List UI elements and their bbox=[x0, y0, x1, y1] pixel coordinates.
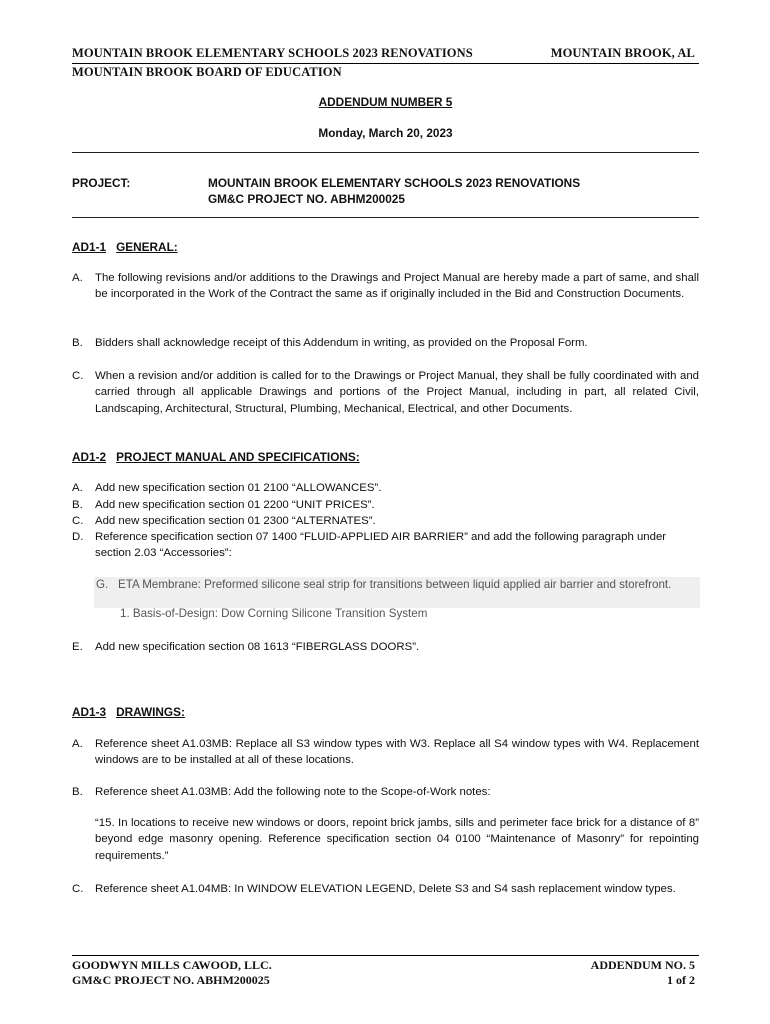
item-text: Reference sheet A1.04MB: In WINDOW ELEVATION LEGEND, Delete S3 and S4 sash replacement window types. bbox=[95, 883, 676, 895]
item-text: Reference specification section 07 1400 “FLUID-APPLIED AIR BARRIER” and add the following paragraph under section 2.03 “Accessories”: bbox=[95, 531, 667, 560]
item-label: C. bbox=[72, 515, 84, 527]
item-text: Add new specification section 01 2300 “ALTERNATES”. bbox=[95, 515, 376, 527]
item-label: A. bbox=[72, 272, 83, 284]
list-item bbox=[72, 497, 699, 513]
item-text: Reference sheet A1.03MB: Replace all S3 window types with W3. Replace all S4 window types with W4. Replacement windows are to be installed at all of these locations. bbox=[95, 738, 699, 767]
item-text: Add new specification section 08 1613 “FIBERGLASS DOORS”. bbox=[95, 641, 420, 653]
item-text: When a revision and/or addition is called for to the Drawings or Project Manual, they shall be fully coordinated with and carried through all applicable Drawings and portions of the Project Manual, including in part, all related Civil, Landscaping, Architectural, Structural, Plumbing, Mechanical, Electrical, and other Documents. bbox=[95, 370, 699, 415]
item-text: Bidders shall acknowledge receipt of this Addendum in writing, as provided on the Proposal Form. bbox=[95, 337, 588, 349]
list-item bbox=[72, 368, 699, 417]
section-heading bbox=[72, 240, 178, 254]
list-item bbox=[72, 480, 699, 496]
addendum-date: Monday, March 20, 2023 bbox=[318, 126, 453, 140]
section-title: DRAWINGS: bbox=[116, 705, 185, 719]
item-label: B. bbox=[72, 337, 83, 349]
item-text: Add new specification section 01 2100 “ALLOWANCES”. bbox=[95, 482, 382, 494]
project-label: PROJECT: bbox=[72, 176, 131, 190]
addendum-title: ADDENDUM NUMBER 5 bbox=[318, 95, 453, 109]
item-text: Reference sheet A1.03MB: Add the following note to the Scope-of-Work notes: bbox=[95, 786, 491, 798]
item-label: B. bbox=[72, 499, 83, 511]
scope-note-quote: “15. In locations to receive new windows or doors, repoint brick jambs, sills and perimeter face brick for a distance of 8” beyond edge masonry opening. Reference specification section 04 0100 “Maintenance of Masonry” for repointing requirements.” bbox=[95, 817, 699, 862]
divider bbox=[72, 217, 699, 218]
item-text: The following revisions and/or additions to the Drawings and Project Manual are hereby made a part of same, and shall be incorporated in the Work of the Contract the same as if originally included in the Bid and Construction Documents. bbox=[95, 272, 699, 301]
project-name: MOUNTAIN BROOK ELEMENTARY SCHOOLS 2023 RENOVATIONS bbox=[208, 176, 581, 190]
item-label: A. bbox=[72, 482, 83, 494]
item-text: Add new specification section 01 2200 “UNIT PRICES”. bbox=[95, 499, 375, 511]
section-heading bbox=[72, 705, 185, 719]
footer-firm: GOODWYN MILLS CAWOOD, LLC. bbox=[72, 958, 272, 972]
list-item bbox=[72, 639, 699, 655]
item-label: E. bbox=[72, 641, 83, 653]
inserted-paragraph bbox=[94, 577, 700, 608]
footer-rule bbox=[72, 955, 699, 956]
header-project: MOUNTAIN BROOK ELEMENTARY SCHOOLS 2023 RENOVATIONS bbox=[72, 46, 473, 60]
item-label: A. bbox=[72, 738, 83, 750]
section-number: AD1-3 bbox=[72, 705, 107, 719]
item-label: B. bbox=[72, 786, 83, 798]
header-location: MOUNTAIN BROOK, AL bbox=[550, 46, 695, 60]
inserted-label: G. bbox=[96, 578, 109, 591]
footer-project-number: GM&C PROJECT NO. ABHM200025 bbox=[72, 973, 270, 987]
section-title: PROJECT MANUAL AND SPECIFICATIONS: bbox=[116, 450, 360, 464]
item-label: C. bbox=[72, 883, 84, 895]
section-number: AD1-2 bbox=[72, 450, 107, 464]
footer-addendum: ADDENDUM NO. 5 bbox=[590, 958, 695, 972]
list-item bbox=[72, 529, 699, 562]
list-item bbox=[72, 736, 699, 769]
list-item bbox=[72, 513, 699, 529]
project-number: GM&C PROJECT NO. ABHM200025 bbox=[208, 192, 405, 206]
inserted-text: ETA Membrane: Preformed silicone seal strip for transitions between liquid applied air barrier and storefront. bbox=[118, 578, 672, 591]
list-item bbox=[72, 881, 699, 897]
running-header bbox=[72, 46, 699, 64]
item-label: C. bbox=[72, 370, 84, 382]
header-owner: MOUNTAIN BROOK BOARD OF EDUCATION bbox=[72, 65, 342, 79]
page-number: 1 of 2 bbox=[667, 973, 695, 987]
item-label: D. bbox=[72, 531, 84, 543]
section-heading bbox=[72, 450, 360, 464]
inserted-subitem: 1. Basis-of-Design: Dow Corning Silicone Transition System bbox=[120, 607, 428, 620]
list-item bbox=[72, 335, 699, 351]
section-title: GENERAL: bbox=[116, 240, 178, 254]
section-number: AD1-1 bbox=[72, 240, 107, 254]
list-item bbox=[72, 784, 699, 800]
divider bbox=[72, 152, 699, 153]
list-item bbox=[72, 270, 699, 303]
